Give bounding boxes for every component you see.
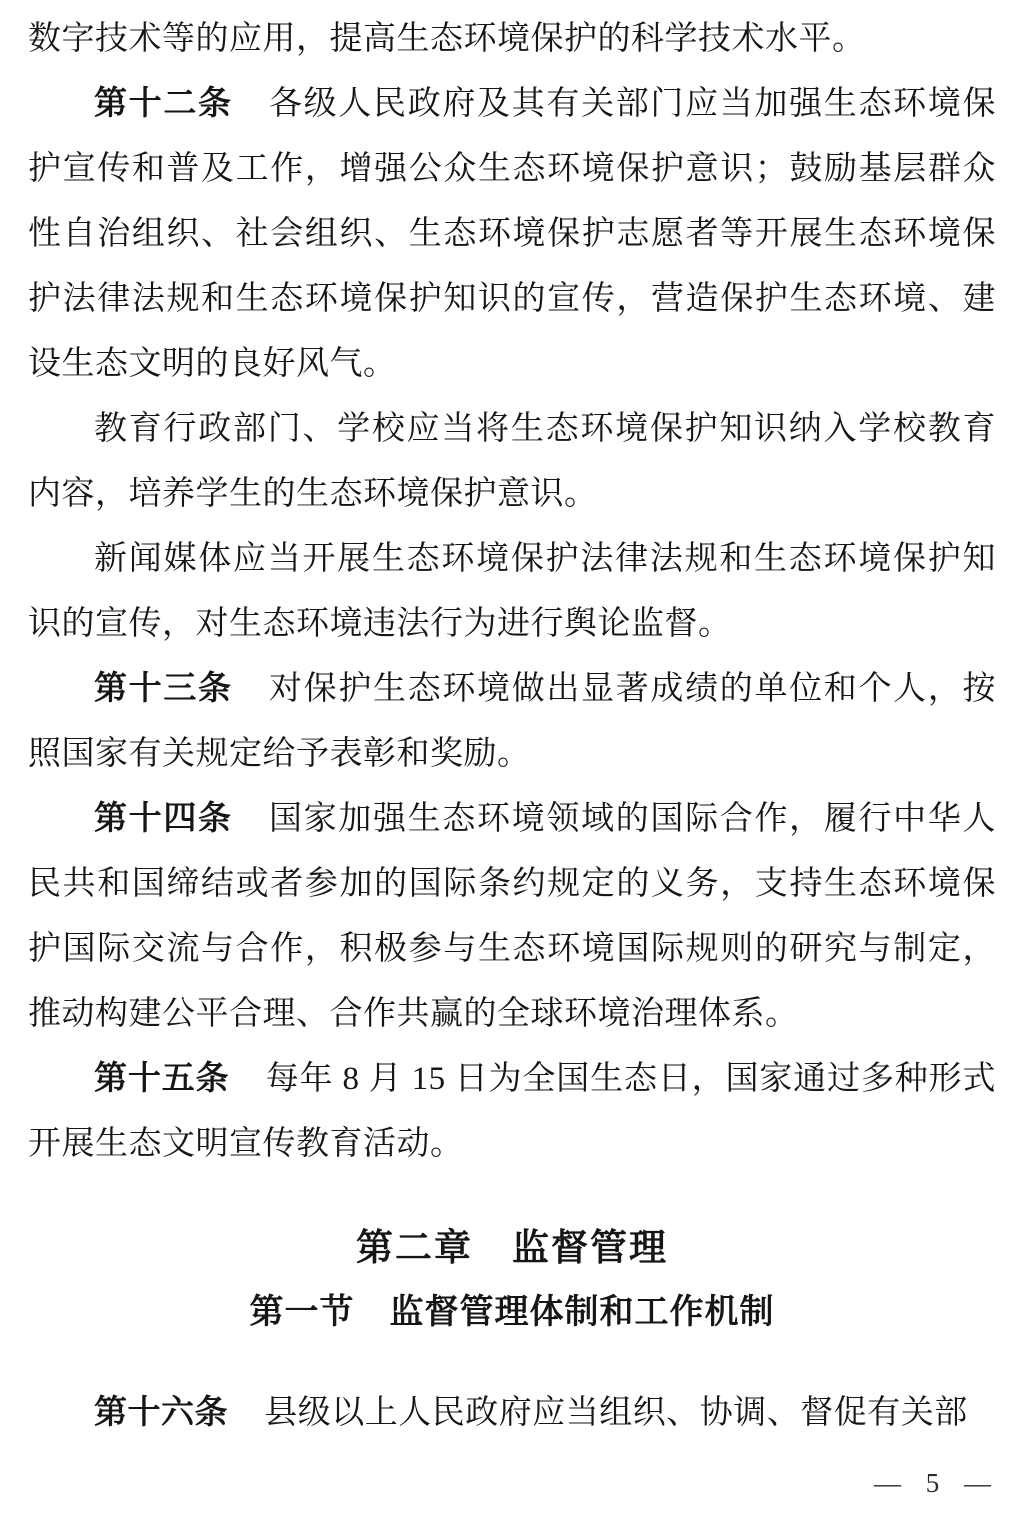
document-body [28, 7, 996, 1446]
section-heading [28, 1280, 996, 1345]
page-footer [874, 1468, 994, 1499]
article-number: 第十六条 [94, 1395, 228, 1431]
paragraph [28, 787, 996, 1047]
paragraph [28, 527, 996, 657]
paragraph [28, 657, 996, 787]
paragraph-text: 教育行政部门、学校应当将生态环境保护知识纳入学校教育内容，培养学生的生态环境保护意识。 [28, 411, 996, 512]
paragraph [28, 1381, 996, 1446]
article-number: 第十三条 [94, 671, 233, 707]
paragraph [28, 1047, 996, 1177]
article-number: 第十四条 [94, 801, 233, 837]
paragraph-text: 第一节 监督管理体制和工作机制 [249, 1294, 775, 1331]
paragraph-text: 对保护生态环境做出显著成绩的单位和个人，按照国家有关规定给予表彰和奖励。 [28, 671, 997, 772]
chapter-heading [28, 1215, 996, 1280]
article-number: 第十二条 [94, 86, 233, 122]
paragraph [28, 72, 996, 397]
paragraph-text: 各级人民政府及其有关部门应当加强生态环境保护宣传和普及工作，增强公众生态环境保护意识；鼓励基层群众性自治组织、社会组织、生态环境保护志愿者等开展生态环境保护法律法规和生态环境保护知识的宣传，营造保护生态环境、建设生态文明的良好风气。 [28, 86, 997, 382]
paragraph-text: 国家加强生态环境领域的国际合作，履行中华人民共和国缔结或者参加的国际条约规定的义务，支持生态环境保护国际交流与合作，积极参与生态环境国际规则的研究与制定，推动构建公平合理、合作共赢的全球环境治理体系。 [28, 801, 997, 1032]
paragraph [28, 397, 996, 527]
paragraph-text: 第二章 监督管理 [356, 1227, 668, 1268]
paragraph-text: 县级以上人民政府应当组织、协调、督促有关部 [264, 1395, 968, 1431]
paragraph-text: 每年 8 月 15 日为全国生态日，国家通过多种形式开展生态文明宣传教育活动。 [28, 1061, 997, 1162]
paragraph-text: 数字技术等的应用，提高生态环境保护的科学技术水平。 [28, 21, 866, 57]
paragraph-text: 新闻媒体应当开展生态环境保护法律法规和生态环境保护知识的宣传，对生态环境违法行为进行舆论监督。 [28, 541, 996, 642]
page-number: — 5 — [874, 1468, 994, 1498]
paragraph [28, 7, 996, 72]
article-number: 第十五条 [94, 1061, 230, 1097]
